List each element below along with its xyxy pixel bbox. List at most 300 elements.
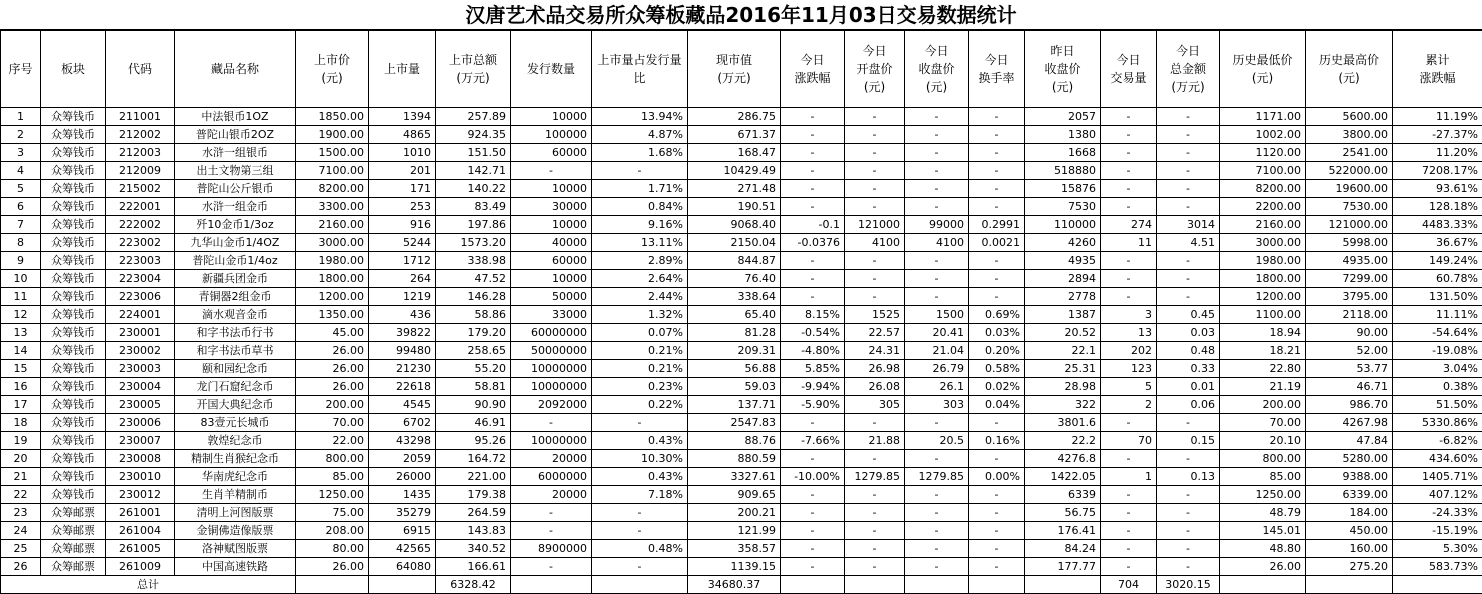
cell-hist-high: 53.77	[1306, 360, 1393, 378]
cell-sector: 众筹钱币	[41, 162, 106, 180]
cell-seq: 18	[1, 414, 41, 432]
cell-listing-total: 924.35	[436, 126, 511, 144]
cell-hist-high: 9388.00	[1306, 468, 1393, 486]
cell-listing-price: 45.00	[296, 324, 369, 342]
cell-listing-ratio: 0.21%	[592, 342, 688, 360]
cell-cum-change: -27.37%	[1393, 126, 1482, 144]
cell-issue-qty: 60000000	[511, 324, 592, 342]
cell-issue-qty: 10000	[511, 270, 592, 288]
cell-listing-qty: 26000	[369, 468, 436, 486]
cell-issue-qty: 50000000	[511, 342, 592, 360]
cell-change-pct: -0.1	[781, 216, 845, 234]
cell-volume: -	[1101, 414, 1157, 432]
cell-issue-qty: -	[511, 414, 592, 432]
cell-volume: -	[1101, 558, 1157, 576]
cell-hist-high: 47.84	[1306, 432, 1393, 450]
cell-cum-change: 128.18%	[1393, 198, 1482, 216]
column-header: 序号	[1, 31, 41, 108]
cell-hist-high: 121000.00	[1306, 216, 1393, 234]
cell-close-price: -	[905, 198, 969, 216]
cell-code: 212002	[106, 126, 175, 144]
cell-issue-qty: 8900000	[511, 540, 592, 558]
cell-market-value: 358.57	[688, 540, 781, 558]
cell-close-price: -	[905, 180, 969, 198]
cell-turnover: -	[969, 522, 1025, 540]
total-listing-amount: 6328.42	[436, 576, 511, 594]
table-row	[1, 270, 1482, 288]
cell-market-value: 880.59	[688, 450, 781, 468]
cell-seq: 3	[1, 144, 41, 162]
cell-hist-high: 52.00	[1306, 342, 1393, 360]
cell-volume: -	[1101, 540, 1157, 558]
cell-sector: 众筹邮票	[41, 504, 106, 522]
cell-prev-close: 25.31	[1025, 360, 1101, 378]
cell-prev-close: 110000	[1025, 216, 1101, 234]
trading-data-table	[0, 30, 1482, 594]
cell-volume: -	[1101, 288, 1157, 306]
table-row	[1, 558, 1482, 576]
cell-hist-low: 1100.00	[1220, 306, 1306, 324]
cell-hist-low: 85.00	[1220, 468, 1306, 486]
cell-hist-low: 1002.00	[1220, 126, 1306, 144]
cell-listing-qty: 1712	[369, 252, 436, 270]
cell-listing-total: 258.65	[436, 342, 511, 360]
cell-code: 230001	[106, 324, 175, 342]
cell-hist-low: 2160.00	[1220, 216, 1306, 234]
cell-cum-change: 7208.17%	[1393, 162, 1482, 180]
cell-hist-high: 5600.00	[1306, 108, 1393, 126]
cell-listing-price: 1800.00	[296, 270, 369, 288]
cell-item-name: 普陀山公斤银币	[175, 180, 296, 198]
cell-issue-qty: -	[511, 162, 592, 180]
cell-code: 230002	[106, 342, 175, 360]
cell-open-price: -	[845, 162, 905, 180]
cell-amount: 4.51	[1157, 234, 1220, 252]
page-title: 汉唐艺术品交易所众筹板藏品2016年11月03日交易数据统计	[0, 0, 1482, 30]
cell-open-price: 305	[845, 396, 905, 414]
cell-market-value: 88.76	[688, 432, 781, 450]
cell-open-price: -	[845, 522, 905, 540]
cell-amount: 0.33	[1157, 360, 1220, 378]
cell-listing-price: 26.00	[296, 360, 369, 378]
total-empty	[1025, 576, 1101, 594]
cell-sector: 众筹钱币	[41, 288, 106, 306]
cell-listing-ratio: 13.11%	[592, 234, 688, 252]
cell-market-value: 3327.61	[688, 468, 781, 486]
cell-turnover: 0.58%	[969, 360, 1025, 378]
cell-prev-close: 84.24	[1025, 540, 1101, 558]
cell-listing-price: 26.00	[296, 558, 369, 576]
total-empty	[1220, 576, 1306, 594]
cell-code: 261004	[106, 522, 175, 540]
cell-listing-ratio: -	[592, 162, 688, 180]
cell-amount: 0.45	[1157, 306, 1220, 324]
cell-listing-ratio: 0.43%	[592, 432, 688, 450]
cell-hist-low: 1980.00	[1220, 252, 1306, 270]
cell-hist-low: 1800.00	[1220, 270, 1306, 288]
cell-item-name: 中国高速铁路	[175, 558, 296, 576]
table-row	[1, 108, 1482, 126]
cell-listing-price: 1900.00	[296, 126, 369, 144]
cell-item-name: 龙门石窟纪念币	[175, 378, 296, 396]
cell-listing-ratio: 0.23%	[592, 378, 688, 396]
cell-sector: 众筹钱币	[41, 342, 106, 360]
table-body	[1, 108, 1482, 576]
cell-open-price: 21.88	[845, 432, 905, 450]
column-header: 今日 涨跌幅	[781, 31, 845, 108]
cell-listing-price: 7100.00	[296, 162, 369, 180]
table-header	[1, 31, 1482, 108]
cell-item-name: 敦煌纪念币	[175, 432, 296, 450]
cell-hist-low: 2200.00	[1220, 198, 1306, 216]
total-empty	[592, 576, 688, 594]
table-row	[1, 126, 1482, 144]
cell-hist-low: 18.21	[1220, 342, 1306, 360]
cell-listing-qty: 1010	[369, 144, 436, 162]
cell-listing-price: 3000.00	[296, 234, 369, 252]
cell-code: 230004	[106, 378, 175, 396]
cell-listing-price: 8200.00	[296, 180, 369, 198]
cell-market-value: 121.99	[688, 522, 781, 540]
cell-cum-change: 149.24%	[1393, 252, 1482, 270]
cell-hist-low: 3000.00	[1220, 234, 1306, 252]
cell-prev-close: 1387	[1025, 306, 1101, 324]
cell-listing-total: 264.59	[436, 504, 511, 522]
cell-turnover: -	[969, 558, 1025, 576]
cell-turnover: -	[969, 414, 1025, 432]
cell-close-price: -	[905, 450, 969, 468]
cell-amount: -	[1157, 486, 1220, 504]
cell-hist-high: 450.00	[1306, 522, 1393, 540]
table-row	[1, 450, 1482, 468]
table-row	[1, 216, 1482, 234]
cell-listing-ratio: -	[592, 522, 688, 540]
cell-change-pct: -	[781, 504, 845, 522]
cell-listing-qty: 6915	[369, 522, 436, 540]
cell-cum-change: -24.33%	[1393, 504, 1482, 522]
cell-listing-qty: 42565	[369, 540, 436, 558]
cell-code: 230005	[106, 396, 175, 414]
cell-listing-total: 338.98	[436, 252, 511, 270]
cell-issue-qty: -	[511, 504, 592, 522]
cell-close-price: 26.79	[905, 360, 969, 378]
cell-cum-change: 36.67%	[1393, 234, 1482, 252]
cell-market-value: 2150.04	[688, 234, 781, 252]
cell-sector: 众筹钱币	[41, 126, 106, 144]
cell-issue-qty: 10000000	[511, 360, 592, 378]
cell-prev-close: 322	[1025, 396, 1101, 414]
cell-item-name: 和字书法币行书	[175, 324, 296, 342]
cell-hist-high: 90.00	[1306, 324, 1393, 342]
cell-listing-qty: 1394	[369, 108, 436, 126]
cell-turnover: -	[969, 504, 1025, 522]
cell-prev-close: 177.77	[1025, 558, 1101, 576]
cell-amount: -	[1157, 270, 1220, 288]
cell-item-name: 歼10金币1/3oz	[175, 216, 296, 234]
cell-open-price: -	[845, 198, 905, 216]
cell-listing-price: 75.00	[296, 504, 369, 522]
table-row	[1, 504, 1482, 522]
cell-code: 212009	[106, 162, 175, 180]
cell-item-name: 金铜佛造像版票	[175, 522, 296, 540]
cell-listing-total: 197.86	[436, 216, 511, 234]
cell-market-value: 76.40	[688, 270, 781, 288]
table-footer	[1, 576, 1482, 594]
cell-turnover: -	[969, 540, 1025, 558]
cell-listing-price: 26.00	[296, 378, 369, 396]
cell-hist-low: 7100.00	[1220, 162, 1306, 180]
cell-change-pct: -	[781, 288, 845, 306]
cell-close-price: 20.5	[905, 432, 969, 450]
column-header: 累计 涨跌幅	[1393, 31, 1482, 108]
cell-issue-qty: 10000	[511, 108, 592, 126]
cell-sector: 众筹钱币	[41, 306, 106, 324]
cell-code: 230012	[106, 486, 175, 504]
cell-sector: 众筹钱币	[41, 252, 106, 270]
cell-turnover: 0.20%	[969, 342, 1025, 360]
cell-seq: 4	[1, 162, 41, 180]
cell-prev-close: 2894	[1025, 270, 1101, 288]
table-row	[1, 360, 1482, 378]
cell-issue-qty: 10000	[511, 216, 592, 234]
cell-prev-close: 4276.8	[1025, 450, 1101, 468]
cell-cum-change: 4483.33%	[1393, 216, 1482, 234]
cell-listing-total: 58.81	[436, 378, 511, 396]
table-row	[1, 180, 1482, 198]
cell-change-pct: -	[781, 414, 845, 432]
cell-seq: 17	[1, 396, 41, 414]
cell-listing-price: 1200.00	[296, 288, 369, 306]
cell-amount: 3014	[1157, 216, 1220, 234]
cell-listing-price: 200.00	[296, 396, 369, 414]
cell-listing-qty: 2059	[369, 450, 436, 468]
cell-cum-change: -15.19%	[1393, 522, 1482, 540]
cell-code: 261001	[106, 504, 175, 522]
cell-issue-qty: 100000	[511, 126, 592, 144]
cell-amount: 0.01	[1157, 378, 1220, 396]
cell-listing-ratio: -	[592, 504, 688, 522]
column-header: 上市总额 (万元)	[436, 31, 511, 108]
cell-issue-qty: 50000	[511, 288, 592, 306]
cell-hist-low: 800.00	[1220, 450, 1306, 468]
cell-volume: 274	[1101, 216, 1157, 234]
cell-seq: 2	[1, 126, 41, 144]
cell-open-price: 24.31	[845, 342, 905, 360]
column-header: 代码	[106, 31, 175, 108]
cell-prev-close: 15876	[1025, 180, 1101, 198]
cell-hist-high: 522000.00	[1306, 162, 1393, 180]
cell-volume: 11	[1101, 234, 1157, 252]
cell-issue-qty: 10000000	[511, 378, 592, 396]
cell-market-value: 190.51	[688, 198, 781, 216]
cell-listing-ratio: 7.18%	[592, 486, 688, 504]
column-header: 板块	[41, 31, 106, 108]
cell-hist-high: 160.00	[1306, 540, 1393, 558]
cell-listing-total: 166.61	[436, 558, 511, 576]
cell-market-value: 2547.83	[688, 414, 781, 432]
column-header: 今日 总金额 (万元)	[1157, 31, 1220, 108]
cell-cum-change: 3.04%	[1393, 360, 1482, 378]
cell-code: 230010	[106, 468, 175, 486]
cell-listing-ratio: 1.71%	[592, 180, 688, 198]
cell-listing-ratio: 0.22%	[592, 396, 688, 414]
cell-listing-qty: 1435	[369, 486, 436, 504]
cell-volume: -	[1101, 108, 1157, 126]
cell-issue-qty: -	[511, 558, 592, 576]
cell-close-price: -	[905, 108, 969, 126]
total-market-value: 34680.37	[688, 576, 781, 594]
cell-open-price: -	[845, 252, 905, 270]
cell-cum-change: 11.19%	[1393, 108, 1482, 126]
cell-close-price: -	[905, 162, 969, 180]
cell-close-price: 1500	[905, 306, 969, 324]
cell-seq: 15	[1, 360, 41, 378]
column-header: 上市量	[369, 31, 436, 108]
cell-turnover: -	[969, 252, 1025, 270]
cell-listing-price: 26.00	[296, 342, 369, 360]
cell-prev-close: 7530	[1025, 198, 1101, 216]
cell-seq: 26	[1, 558, 41, 576]
cell-listing-total: 151.50	[436, 144, 511, 162]
cell-listing-total: 142.71	[436, 162, 511, 180]
cell-hist-low: 1200.00	[1220, 288, 1306, 306]
table-row	[1, 288, 1482, 306]
cell-amount: -	[1157, 414, 1220, 432]
cell-prev-close: 1668	[1025, 144, 1101, 162]
cell-volume: 13	[1101, 324, 1157, 342]
cell-listing-qty: 43298	[369, 432, 436, 450]
cell-prev-close: 1380	[1025, 126, 1101, 144]
cell-item-name: 滴水观音金币	[175, 306, 296, 324]
cell-cum-change: 51.50%	[1393, 396, 1482, 414]
cell-turnover: 0.00%	[969, 468, 1025, 486]
cell-sector: 众筹邮票	[41, 558, 106, 576]
total-empty	[296, 576, 369, 594]
cell-cum-change: 11.11%	[1393, 306, 1482, 324]
cell-sector: 众筹钱币	[41, 270, 106, 288]
cell-listing-total: 140.22	[436, 180, 511, 198]
cell-listing-ratio: 0.07%	[592, 324, 688, 342]
cell-listing-ratio: 13.94%	[592, 108, 688, 126]
total-empty	[845, 576, 905, 594]
cell-item-name: 水浒一组金币	[175, 198, 296, 216]
cell-close-price: -	[905, 540, 969, 558]
total-empty	[369, 576, 436, 594]
cell-seq: 7	[1, 216, 41, 234]
total-volume: 704	[1101, 576, 1157, 594]
cell-change-pct: -	[781, 522, 845, 540]
cell-close-price: 21.04	[905, 342, 969, 360]
cell-prev-close: 20.52	[1025, 324, 1101, 342]
cell-seq: 24	[1, 522, 41, 540]
total-row	[1, 576, 1482, 594]
cell-item-name: 华南虎纪念币	[175, 468, 296, 486]
cell-volume: -	[1101, 486, 1157, 504]
cell-listing-ratio: 0.84%	[592, 198, 688, 216]
cell-volume: -	[1101, 198, 1157, 216]
cell-code: 230003	[106, 360, 175, 378]
cell-hist-low: 21.19	[1220, 378, 1306, 396]
cell-change-pct: -	[781, 450, 845, 468]
cell-hist-high: 4935.00	[1306, 252, 1393, 270]
cell-market-value: 209.31	[688, 342, 781, 360]
cell-cum-change: 131.50%	[1393, 288, 1482, 306]
cell-sector: 众筹钱币	[41, 432, 106, 450]
cell-cum-change: 0.38%	[1393, 378, 1482, 396]
cell-hist-low: 26.00	[1220, 558, 1306, 576]
cell-change-pct: -	[781, 270, 845, 288]
cell-turnover: -	[969, 450, 1025, 468]
cell-seq: 21	[1, 468, 41, 486]
cell-listing-ratio: -	[592, 558, 688, 576]
cell-item-name: 出土文物第三组	[175, 162, 296, 180]
column-header: 今日 交易量	[1101, 31, 1157, 108]
cell-listing-total: 164.72	[436, 450, 511, 468]
cell-seq: 9	[1, 252, 41, 270]
cell-market-value: 338.64	[688, 288, 781, 306]
cell-item-name: 九华山金币1/4OZ	[175, 234, 296, 252]
cell-sector: 众筹钱币	[41, 234, 106, 252]
cell-open-price: 26.08	[845, 378, 905, 396]
cell-close-price: 26.1	[905, 378, 969, 396]
cell-sector: 众筹钱币	[41, 216, 106, 234]
cell-open-price: -	[845, 414, 905, 432]
cell-listing-price: 2160.00	[296, 216, 369, 234]
cell-listing-total: 55.20	[436, 360, 511, 378]
cell-market-value: 271.48	[688, 180, 781, 198]
total-empty	[969, 576, 1025, 594]
cell-volume: -	[1101, 504, 1157, 522]
cell-hist-low: 1250.00	[1220, 486, 1306, 504]
cell-sector: 众筹钱币	[41, 486, 106, 504]
cell-listing-total: 58.86	[436, 306, 511, 324]
cell-listing-price: 1980.00	[296, 252, 369, 270]
table-row	[1, 396, 1482, 414]
cell-listing-qty: 64080	[369, 558, 436, 576]
cell-hist-high: 7530.00	[1306, 198, 1393, 216]
cell-amount: -	[1157, 252, 1220, 270]
cell-listing-price: 1850.00	[296, 108, 369, 126]
cell-listing-ratio: 2.89%	[592, 252, 688, 270]
total-empty	[781, 576, 845, 594]
cell-item-name: 83壹元长城币	[175, 414, 296, 432]
cell-open-price: -	[845, 288, 905, 306]
cell-listing-price: 1350.00	[296, 306, 369, 324]
cell-market-value: 56.88	[688, 360, 781, 378]
cell-seq: 23	[1, 504, 41, 522]
cell-market-value: 200.21	[688, 504, 781, 522]
cell-volume: 5	[1101, 378, 1157, 396]
cell-change-pct: -	[781, 144, 845, 162]
cell-issue-qty: 10000	[511, 180, 592, 198]
cell-listing-ratio: 2.44%	[592, 288, 688, 306]
cell-seq: 22	[1, 486, 41, 504]
cell-seq: 25	[1, 540, 41, 558]
cell-seq: 10	[1, 270, 41, 288]
cell-listing-ratio: 9.16%	[592, 216, 688, 234]
cell-listing-ratio: 0.43%	[592, 468, 688, 486]
cell-listing-ratio: 1.32%	[592, 306, 688, 324]
cell-listing-qty: 171	[369, 180, 436, 198]
cell-volume: 123	[1101, 360, 1157, 378]
table-row	[1, 486, 1482, 504]
total-empty	[1393, 576, 1482, 594]
cell-listing-total: 221.00	[436, 468, 511, 486]
cell-hist-high: 986.70	[1306, 396, 1393, 414]
cell-item-name: 洛神赋图版票	[175, 540, 296, 558]
cell-market-value: 844.87	[688, 252, 781, 270]
cell-sector: 众筹钱币	[41, 180, 106, 198]
